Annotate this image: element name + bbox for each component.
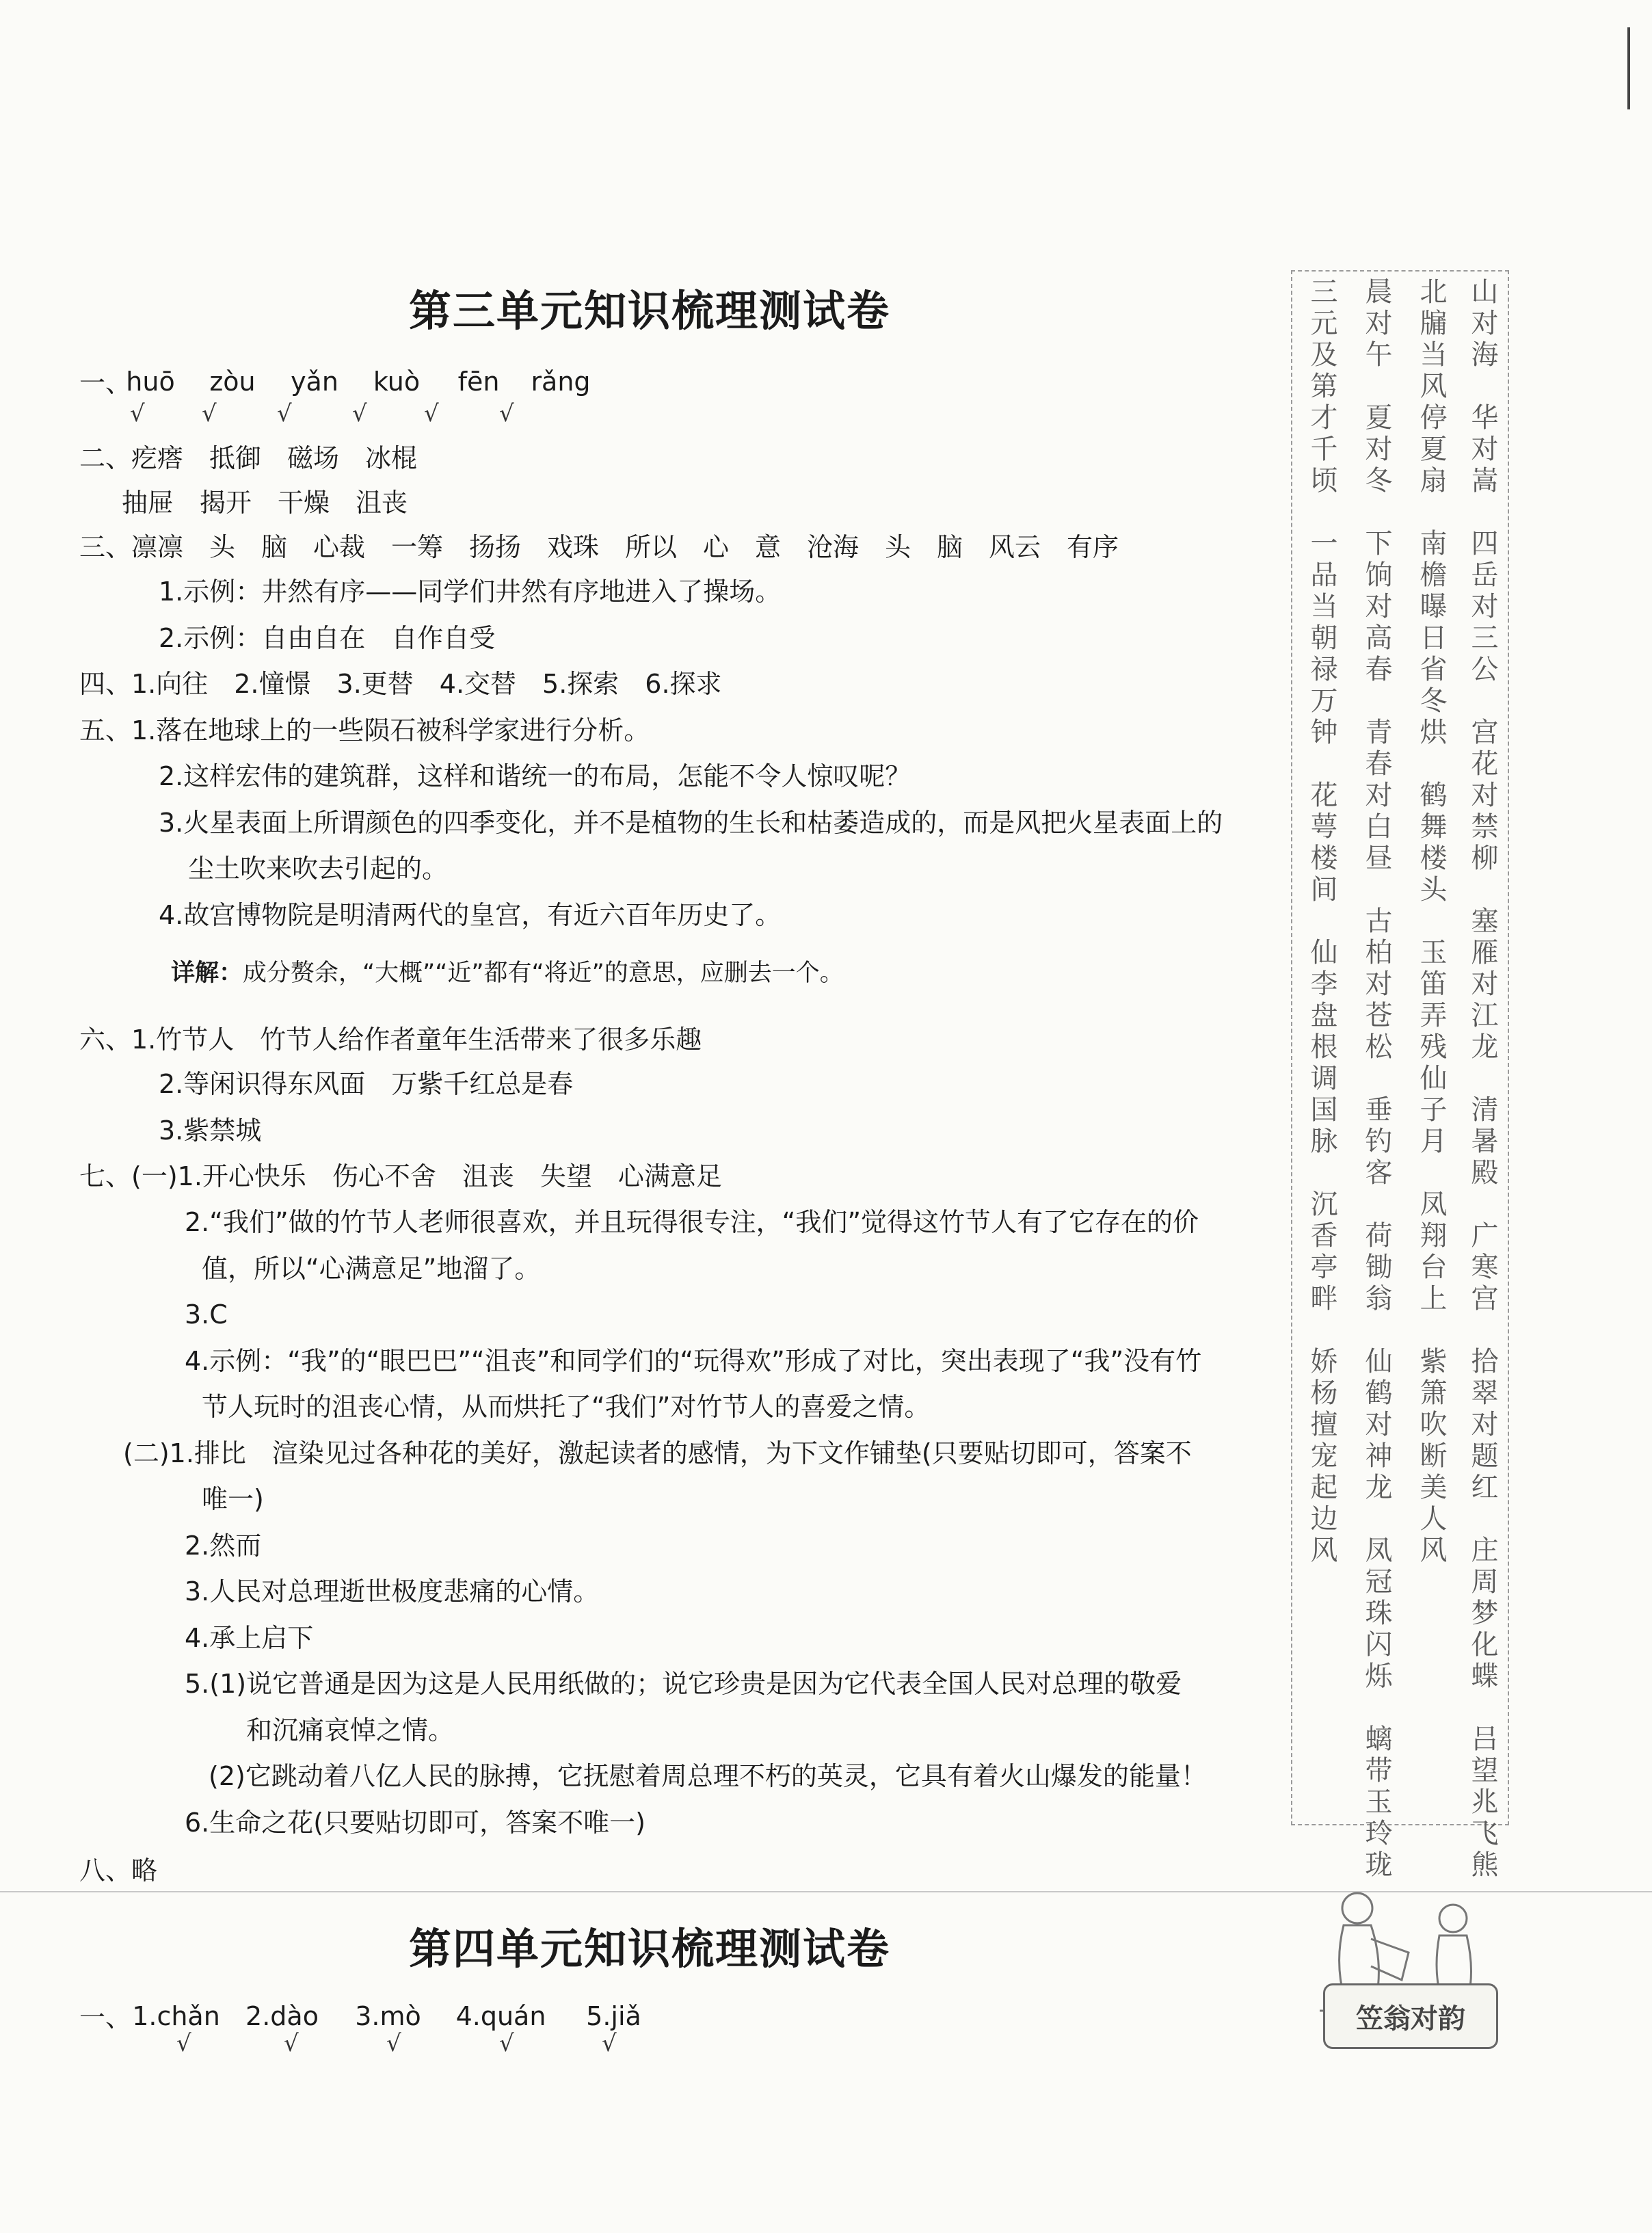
unit3-q7b-5c: (2)它跳动着八亿人民的脉搏，它抚慰着周总理不朽的英灵，它具有着火山爆发的能量！: [209, 1761, 1207, 1791]
pinyin-item: 3.mò: [355, 2001, 421, 2031]
check-mark: √: [499, 2030, 514, 2057]
unit3-q7-1: 七、(一)1.开心快乐 伤心不舍 沮丧 失望 心满意足: [79, 1161, 722, 1191]
couplet-badge: 笠翁对韵: [1323, 1983, 1498, 2049]
check-mark: √: [277, 400, 292, 427]
unit3-q7b-5b: 和沉痛哀悼之情。: [246, 1715, 455, 1745]
pinyin-item: 5.jiǎ: [586, 2001, 641, 2031]
pinyin-item: zòu: [209, 367, 256, 397]
unit3-q1-pinyin-row: [109, 366, 602, 397]
pinyin-item: fēn: [457, 367, 500, 397]
detail-label: 详解：: [171, 960, 243, 987]
unit3-q7b-2: 2.然而: [185, 1531, 262, 1561]
unit3-q5-3a: 3.火星表面上所谓颜色的四季变化，并不是植物的生长和枯萎造成的，而是风把火星表面上的: [159, 808, 1223, 838]
unit3-q2-line1: 二、疙瘩 抵御 磁场 冰棍: [79, 443, 418, 473]
unit3-q5-4: 4.故宫博物院是明清两代的皇宫，有近六百年历史了。: [159, 900, 782, 930]
unit3-q1-label: 一、: [79, 368, 132, 398]
pinyin-item: 1.chǎn: [132, 2001, 220, 2031]
scan-edge-mark: [1627, 27, 1630, 109]
pinyin-item: rǎng: [531, 367, 591, 397]
unit3-q6-3: 3.紫禁城: [159, 1115, 262, 1146]
unit3-q7-4a: 4.示例：“我”的“眼巴巴”“沮丧”和同学们的“玩得欢”形成了对比，突出表现了“我”没有竹: [185, 1346, 1202, 1376]
check-mark: √: [176, 2030, 191, 2057]
unit4-q1-label: 一、: [79, 2003, 132, 2033]
unit3-q3-line: 三、凛凛 头 脑 心裁 一筹 扬扬 戏珠 所以 心 意 沧海 头 脑 风云 有序: [79, 532, 1119, 562]
check-mark: √: [202, 400, 217, 427]
unit3-detail: [171, 956, 844, 990]
unit3-q3-1: 1.示例：井然有序——同学们井然有序地进入了操场。: [159, 577, 782, 607]
couplet-column: 晨对午 夏对冬 下饷对高春 青春对白昼 古柏对苍松 垂钓客 荷锄翁 仙鹤对神龙 凤冠珠闪烁 螭带玉玲珑: [1361, 277, 1392, 1881]
detail-text: 成分赘余，“大概”“近”都有“将近”的意思，应删去一个。: [243, 960, 844, 987]
unit3-q3-2: 2.示例：自由自在 自作自受: [159, 623, 496, 653]
unit3-q5-2: 2.这样宏伟的建筑群，这样和谐统一的布局，怎能不令人惊叹呢？: [159, 761, 911, 791]
unit3-q6-2: 2.等闲识得东风面 万紫千红总是春: [159, 1069, 574, 1099]
unit3-q7-4b: 节人玩时的沮丧心情，从而烘托了“我们”对竹节人的喜爱之情。: [202, 1392, 931, 1422]
unit3-q2-line2: 抽屉 揭开 干燥 沮丧: [122, 488, 408, 518]
unit3-q7b-4: 4.承上启下: [185, 1623, 314, 1653]
unit3-q5-1: 五、1.落在地球上的一些陨石被科学家进行分析。: [79, 715, 650, 745]
unit3-q7b-3: 3.人民对总理逝世极度悲痛的心情。: [185, 1576, 600, 1607]
unit4-title: 第四单元知识梳理测试卷: [408, 1924, 890, 1974]
pinyin-item: kuò: [373, 367, 421, 397]
pinyin-item: 4.quán: [455, 2001, 546, 2031]
unit3-q8: 八、略: [79, 1855, 158, 1886]
check-mark: √: [602, 2030, 617, 2057]
couplet-column: 北牖当风停夏扇 南檐曝日省冬烘 鹤舞楼头 玉笛弄残仙子月 凤翔台上 紫箫吹断美人风: [1415, 277, 1447, 1567]
unit3-q7b-1b: 唯一): [202, 1484, 264, 1514]
unit3-q7b-5a: 5.(1)说它普通是因为这是人民用纸做的；说它珍贵是因为它代表全国人民对总理的敬爱: [185, 1669, 1182, 1699]
check-mark: √: [130, 400, 145, 427]
unit3-q5-3b: 尘土吹来吹去引起的。: [188, 854, 449, 884]
unit3-q4: 四、1.向往 2.憧憬 3.更替 4.交替 5.探索 6.探求: [79, 669, 722, 699]
unit3-title: 第三单元知识梳理测试卷: [408, 286, 890, 336]
check-mark: √: [352, 400, 367, 427]
check-mark: √: [386, 2030, 401, 2057]
unit4-q1-row: [123, 2000, 667, 2032]
pinyin-item: huō: [126, 367, 175, 397]
unit3-q7-2a: 2.“我们”做的竹节人老师很喜欢，并且玩得很专注，“我们”觉得这竹节人有了它存在的价: [185, 1207, 1199, 1237]
pinyin-item: yǎn: [291, 367, 338, 397]
couplet-column: 山对海 华对嵩 四岳对三公 宫花对禁柳 塞雁对江龙 清暑殿 广寒宫 拾翠对题红 庄周梦化蝶 吕望兆飞熊: [1467, 277, 1498, 1881]
couplet-column: 三元及第才千顷 一品当朝禄万钟 花萼楼间 仙李盘根调国脉 沉香亭畔 娇杨擅宠起边风: [1306, 277, 1337, 1567]
unit3-q7b-1a: (二)1.排比 渲染见过各种花的美好，激起读者的感情，为下文作铺垫(只要贴切即可，答案不: [123, 1438, 1192, 1468]
check-mark: √: [284, 2030, 299, 2057]
unit3-q7-2b: 值，所以“心满意足”地溜了。: [202, 1254, 541, 1284]
check-mark: √: [499, 400, 514, 427]
unit3-q6-1: 六、1.竹节人 竹节人给作者童年生活带来了很多乐趣: [79, 1025, 702, 1055]
unit3-q7b-6: 6.生命之花(只要贴切即可，答案不唯一): [185, 1808, 645, 1838]
unit3-q7-3: 3.C: [185, 1299, 228, 1330]
check-mark: √: [424, 400, 439, 427]
pinyin-item: 2.dào: [245, 2001, 319, 2031]
